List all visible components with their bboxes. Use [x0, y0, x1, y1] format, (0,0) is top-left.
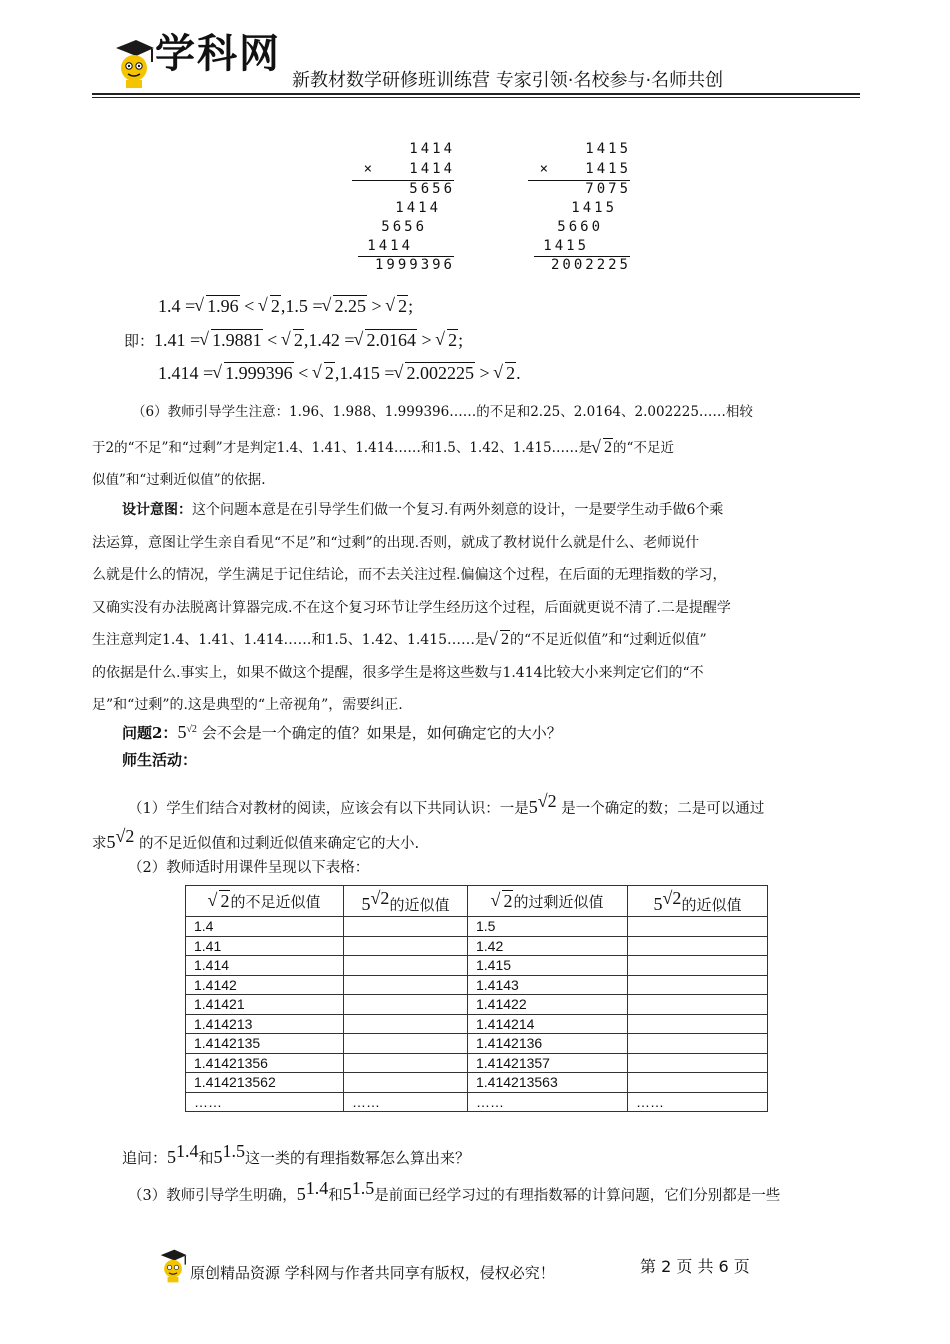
exponent: 1.4	[305, 1178, 329, 1198]
mult-row: 2002225	[550, 257, 631, 273]
text-span: （3）教师引导学生明确，	[128, 1187, 297, 1204]
header-rule	[92, 93, 860, 95]
text-line: 么就是什么的情况，学生满足于记住结论，而不去关注过程.偏偏这个过程，在后面的无理指数的学习，	[92, 567, 727, 583]
formula-line-2	[124, 330, 463, 351]
table-cell: 1.41422	[468, 995, 628, 1015]
sqrt-value: 1.9881	[212, 330, 262, 350]
table-cell: 1.414	[186, 956, 344, 976]
text-span: 的“不足近	[613, 440, 674, 456]
table-cell	[344, 1053, 468, 1073]
power-base: 5	[528, 796, 538, 817]
formula-line-3	[158, 363, 521, 384]
table-cell: 1.414213	[186, 1014, 344, 1034]
sqrt-value: 2	[501, 631, 510, 648]
table-cell: 1.41	[186, 936, 344, 956]
power-base: 5	[177, 722, 187, 742]
text-span: 是一个确定的数；二是可以通过	[561, 800, 765, 817]
formula-text: >	[474, 363, 495, 383]
formula-text: .	[516, 363, 521, 383]
mult-row: 5656	[381, 219, 427, 235]
text-line: 足”和“过剩”的.这是典型的“上帝视角”，需要纠正.	[92, 697, 403, 713]
footer-page-number: 第 2 页 共 6 页	[640, 1257, 750, 1276]
power-base: 5	[106, 831, 116, 852]
multiplication-1414	[350, 140, 460, 280]
table-cell	[628, 956, 768, 976]
table-cell	[628, 1073, 768, 1093]
sqrt-value: 2	[293, 330, 303, 350]
text-span: 于2的“不足”和“过剩”才是判定1.4、1.41、1.414……和1.5、1.42、1.415……是	[92, 440, 593, 456]
text-span: 会不会是一个确定的值？如果是，如何确定它的大小？	[201, 724, 562, 742]
followup-question: 追问：$5^{1.4}$和$5^{1.5}$这一类的有理指数幂怎么算出来？	[122, 1141, 471, 1167]
table-row	[186, 1073, 768, 1093]
formula-text: <	[293, 363, 313, 383]
paragraph-6-cont	[92, 432, 674, 496]
text-span: 和	[198, 1149, 214, 1167]
table-cell: 1.414214	[468, 1014, 628, 1034]
mult-row: 1415	[585, 141, 631, 157]
logo-text: 学科网	[155, 31, 281, 77]
paragraph-2: （2）教师适时用课件呈现以下表格：	[128, 860, 370, 876]
approximation-table	[185, 885, 768, 1112]
sqrt-value: 2	[324, 363, 334, 383]
table-cell	[628, 1014, 768, 1034]
table-row	[186, 975, 768, 995]
table-row	[186, 1092, 768, 1112]
text-span: 的“不足近似值”和“过剩近似值”	[510, 632, 707, 648]
formula-text: <	[239, 296, 259, 316]
mult-row: 1999396	[374, 257, 455, 273]
sqrt-value: 2.002225	[406, 363, 474, 383]
paragraph-1-cont: 求$5^{√2}$ 的不足近似值和过剩近似值来确定它的大小.	[92, 826, 420, 852]
formula-prefix: 即：	[124, 332, 155, 350]
text-line: 又确实没有办法脱离计算器完成.不在这个复习环节让学生经历这个过程，后面就更说不清了.二是提醒学	[92, 599, 731, 616]
text-span: 追问：	[122, 1149, 168, 1167]
mult-row: 5660	[557, 219, 603, 235]
mult-row: 1414	[367, 238, 413, 254]
design-intent-label: 设计意图：	[122, 502, 192, 518]
table-cell	[628, 1053, 768, 1073]
table-row	[186, 995, 768, 1015]
sqrt-value: 2	[448, 330, 458, 350]
mult-row: 5656	[409, 181, 455, 197]
exponent: 1.5	[222, 1141, 246, 1161]
table-cell	[344, 1034, 468, 1054]
header-rule-thin	[92, 97, 860, 98]
table-cell	[628, 917, 768, 937]
logo-mascot-icon	[112, 38, 156, 90]
table-cell	[628, 995, 768, 1015]
table-cell: 1.41421	[186, 995, 344, 1015]
sqrt-value: 2	[604, 439, 613, 456]
text-line: 法运算，意图让学生亲自看见“不足”和“过剩”的出现.否则，就成了教材说什么就是什么、老师说什	[92, 534, 700, 551]
text-span: 生注意判定1.4、1.41、1.414……和1.5、1.42、1.415……是	[92, 632, 490, 648]
mult-row: × 1415	[539, 161, 631, 177]
formula-text: ;	[458, 330, 464, 350]
table-cell: 1.41421357	[468, 1053, 628, 1073]
col-header-upper: √ 2的过剩近似值	[468, 886, 628, 917]
table-cell: 1.4142136	[468, 1034, 628, 1054]
table-cell: 1.42	[468, 936, 628, 956]
exponent: 1.5	[351, 1178, 375, 1198]
formula-text: ;	[408, 296, 414, 316]
text-span: 是前面已经学习过的有理指数幂的计算问题，它们分别都是一些	[374, 1187, 781, 1204]
text-line: （1）学生们结合对教材的阅读，应该会有以下共同认识：一是$5^{√2}$ 是一个确定的数；二是可以通过	[128, 791, 765, 817]
text-line	[92, 432, 674, 464]
formula-text: <	[262, 330, 282, 350]
table-cell	[344, 1014, 468, 1034]
table-cell	[344, 1073, 468, 1093]
table-cell: ……	[344, 1092, 468, 1112]
text-span: 求	[92, 835, 107, 852]
table-cell	[628, 975, 768, 995]
table-row	[186, 1053, 768, 1073]
table-row	[186, 917, 768, 937]
sqrt-value: 2	[270, 296, 280, 316]
table-cell	[344, 956, 468, 976]
table-cell	[628, 936, 768, 956]
text-line	[92, 494, 731, 527]
table-cell	[344, 975, 468, 995]
table-cell	[344, 995, 468, 1015]
table-cell: 1.415	[468, 956, 628, 976]
footer-copyright: 原创精品资源 学科网与作者共同享有版权，侵权必究！	[190, 1264, 555, 1282]
table-cell: 1.4142	[186, 975, 344, 995]
sqrt-value: 2	[506, 363, 516, 383]
mult-row: 1414	[409, 141, 455, 157]
text-line: 似值”和“过剩近似值”的依据.	[92, 472, 266, 488]
text-span: （1）学生们结合对教材的阅读，应该会有以下共同认识：一是	[128, 800, 529, 817]
text-span: 这一类的有理指数幂怎么算出来？	[245, 1149, 471, 1167]
sqrt-value: 1.96	[207, 296, 239, 316]
formula-text: >	[416, 330, 437, 350]
formula-text: ,1.415 =	[334, 363, 395, 383]
table-row	[186, 1014, 768, 1034]
formula-text: ,1.42 =	[303, 330, 355, 350]
formula-text: 1.4 =	[158, 296, 196, 316]
footer-mascot-icon	[158, 1248, 188, 1284]
table-cell	[344, 936, 468, 956]
col-header-power-upper: $5^{√2}$的近似值	[628, 886, 768, 917]
table-cell: 1.4	[186, 917, 344, 937]
table-row	[186, 1034, 768, 1054]
mult-row: 1414	[395, 200, 441, 216]
sqrt-value: 1.999396	[225, 363, 293, 383]
table-cell: 1.4142135	[186, 1034, 344, 1054]
activity-label: 师生活动：	[122, 751, 198, 769]
multiplication-1415	[526, 140, 636, 280]
text-line: 的依据是什么.事实上，如果不做这个提醒，很多学生是将这些数与1.414比较大小来判定它们的“不	[92, 664, 704, 681]
paragraph-6	[132, 396, 753, 428]
question-label: 问题2：	[122, 724, 178, 742]
table-cell: 1.414213562	[186, 1073, 344, 1093]
col-header-lower: √ 2的不足近似值	[186, 886, 344, 917]
table-cell: 1.4143	[468, 975, 628, 995]
formula-line-1	[158, 296, 413, 317]
formula-text: 1.414 =	[158, 363, 214, 383]
mult-row: 7075	[585, 181, 631, 197]
table-cell: ……	[186, 1092, 344, 1112]
mult-row: × 1414	[363, 161, 455, 177]
question-2: 问题2：$5^{√2}$ 会不会是一个确定的值？如果是，如何确定它的大小？	[122, 722, 562, 742]
text-span: 这个问题本意是在引导学生们做一个复习.有两外刻意的设计，一是要学生动手做6个乘	[192, 502, 724, 518]
table-cell: 1.414213563	[468, 1073, 628, 1093]
col-header-power-lower: $5^{√2}$的近似值	[344, 886, 468, 917]
table-cell: ……	[468, 1092, 628, 1112]
formula-text: >	[366, 296, 387, 316]
table-cell: 1.41421356	[186, 1053, 344, 1073]
table-row	[186, 936, 768, 956]
exponent: 1.4	[176, 1141, 199, 1161]
table-cell: 1.5	[468, 917, 628, 937]
formula-text: 1.41 =	[154, 330, 201, 350]
header-slogan: 新教材数学研修班训练营 专家引领·名校参与·名师共创	[292, 70, 724, 91]
sqrt-value: 2.25	[334, 296, 366, 316]
text-line	[92, 624, 731, 657]
table-cell	[628, 1034, 768, 1054]
sqrt-value: 2	[398, 296, 408, 316]
sqrt-value: 2.0164	[366, 330, 416, 350]
table-header-row	[186, 886, 768, 917]
design-intent	[92, 494, 731, 722]
mult-row: 1415	[571, 200, 617, 216]
text-span: 的不足近似值和过剩近似值来确定它的大小.	[139, 835, 420, 852]
mult-row: 1415	[543, 238, 589, 254]
text-line: （6）教师引导学生注意：1.96、1.988、1.999396……的不足和2.25、2.0164、2.002225……相较	[132, 404, 753, 420]
paragraph-3: （3）教师引导学生明确，$5^{1.4}$和$5^{1.5}$是前面已经学习过的有理指数幂的计算问题，它们分别都是一些	[128, 1178, 781, 1204]
formula-text: ,1.5 =	[280, 296, 323, 316]
table-cell	[344, 917, 468, 937]
table-cell: ……	[628, 1092, 768, 1112]
text-span: 和	[328, 1187, 343, 1204]
table-row	[186, 956, 768, 976]
